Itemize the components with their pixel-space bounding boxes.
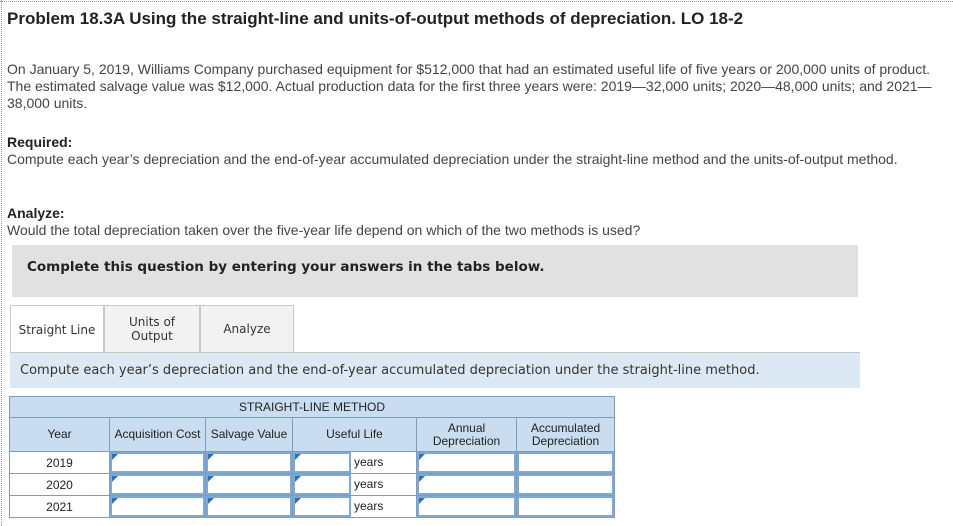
flag-icon xyxy=(208,476,214,482)
straight-line-table xyxy=(9,396,615,518)
flag-icon xyxy=(208,454,214,460)
col-header-year: Year xyxy=(10,418,110,452)
accumulated-depreciation-cell xyxy=(517,452,615,474)
flag-icon xyxy=(208,498,214,504)
col-header-acquisition-cost: Acquisition Cost xyxy=(110,418,206,452)
acquisition-cost-input[interactable] xyxy=(110,474,205,495)
col-header-useful-life: Useful Life xyxy=(293,418,417,452)
useful-life-input[interactable] xyxy=(293,474,351,495)
flag-icon xyxy=(419,476,425,482)
annual-depreciation-input[interactable] xyxy=(417,452,516,473)
problem-text: On January 5, 2019, Williams Company purchased equipment for $512,000 that had an estimated useful life of five years or 200,000 units of product. The estimated salvage value was $12,000. Actual production data for the first three years were: 2019—32,000 units; 2020—48,000 units; and 2021—38,000 units. xyxy=(7,61,932,111)
acquisition-cost-input[interactable] xyxy=(110,452,205,473)
salvage-value-input[interactable] xyxy=(206,452,292,473)
annual-depreciation-input[interactable] xyxy=(417,496,516,517)
acquisition-cost-input[interactable] xyxy=(110,496,205,517)
required-text: Compute each year’s depreciation and the end-of-year accumulated depreciation under the straight-line method and the units-of-output method. xyxy=(7,151,898,167)
tab-label: Analyze xyxy=(223,322,271,336)
annual-depreciation-input[interactable] xyxy=(417,474,516,495)
year-cell: 2019 xyxy=(10,452,110,474)
tab-instruction xyxy=(10,353,860,388)
accumulated-depreciation-input[interactable] xyxy=(517,474,614,495)
table-row xyxy=(10,496,615,518)
table-row xyxy=(10,474,615,496)
tab-units-of-output[interactable] xyxy=(104,305,200,352)
salvage-value-cell xyxy=(206,474,293,496)
useful-life-input[interactable] xyxy=(293,452,351,473)
tab-analyze[interactable] xyxy=(200,305,294,352)
tab-label: Straight Line xyxy=(18,322,96,337)
banner-text: Complete this question by entering your answers in the tabs below. xyxy=(27,259,545,275)
flag-icon xyxy=(419,498,425,504)
table-caption: STRAIGHT-LINE METHOD xyxy=(10,397,615,418)
useful-life-unit: years xyxy=(354,499,384,513)
salvage-value-cell xyxy=(206,452,293,474)
page-border-top xyxy=(0,1,953,2)
table-row xyxy=(10,452,615,474)
flag-icon xyxy=(295,476,301,482)
flag-icon xyxy=(419,454,425,460)
flag-icon xyxy=(112,498,118,504)
tab-label: Units of Output xyxy=(128,315,176,343)
useful-life-cell xyxy=(293,452,417,474)
year-cell: 2021 xyxy=(10,496,110,518)
col-header-salvage-value: Salvage Value xyxy=(206,418,293,452)
acquisition-cost-cell xyxy=(110,452,206,474)
accumulated-depreciation-input[interactable] xyxy=(517,452,614,473)
acquisition-cost-cell xyxy=(110,496,206,518)
accumulated-depreciation-cell xyxy=(517,474,615,496)
tab-straight-line[interactable] xyxy=(10,305,104,353)
useful-life-cell xyxy=(293,474,417,496)
analyze-section xyxy=(7,205,927,239)
acquisition-cost-cell xyxy=(110,474,206,496)
accumulated-depreciation-input[interactable] xyxy=(517,496,614,517)
useful-life-cell xyxy=(293,496,417,518)
tab-instruction-text: Compute each year’s depreciation and the end-of-year accumulated depreciation under the straight-line method. xyxy=(20,363,760,378)
useful-life-unit: years xyxy=(354,477,384,491)
flag-icon xyxy=(295,454,301,460)
page-border-left xyxy=(1,0,2,526)
useful-life-unit: years xyxy=(354,455,384,469)
required-section xyxy=(7,134,927,168)
col-header-accumulated-depreciation: Accumulated Depreciation xyxy=(517,418,615,452)
annual-depreciation-cell xyxy=(417,452,517,474)
instruction-banner xyxy=(12,245,858,297)
useful-life-input[interactable] xyxy=(293,496,351,517)
required-heading: Required: xyxy=(7,134,73,150)
flag-icon xyxy=(112,476,118,482)
salvage-value-cell xyxy=(206,496,293,518)
accumulated-depreciation-cell xyxy=(517,496,615,518)
salvage-value-input[interactable] xyxy=(206,474,292,495)
flag-icon xyxy=(295,498,301,504)
problem-title: Problem 18.3A Using the straight-line and units-of-output methods of depreciation. LO 18-2 xyxy=(7,9,744,28)
annual-depreciation-cell xyxy=(417,474,517,496)
annual-depreciation-cell xyxy=(417,496,517,518)
col-header-annual-depreciation: Annual Depreciation xyxy=(417,418,517,452)
year-cell: 2020 xyxy=(10,474,110,496)
analyze-text: Would the total depreciation taken over the five-year life depend on which of the two methods is used? xyxy=(7,222,641,238)
salvage-value-input[interactable] xyxy=(206,496,292,517)
flag-icon xyxy=(112,454,118,460)
analyze-heading: Analyze: xyxy=(7,205,65,221)
